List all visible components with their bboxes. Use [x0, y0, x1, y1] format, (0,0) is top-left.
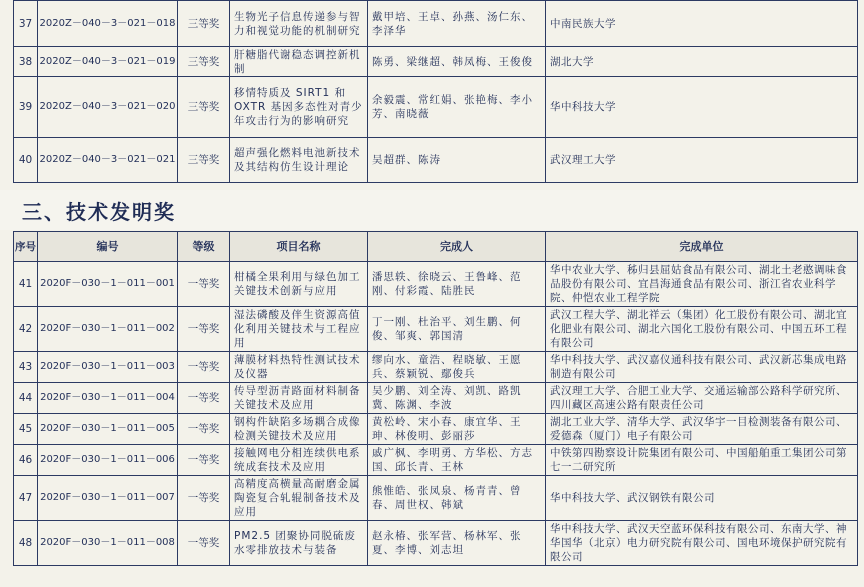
cell-people: 吴超群、陈涛	[368, 138, 546, 183]
table-row	[14, 352, 858, 383]
cell-units: 中南民族大学	[546, 1, 858, 47]
cell-no: 42	[14, 307, 38, 352]
cell-name: 湿法磷酸及伴生资源高值化利用关键技术与工程应用	[230, 307, 368, 352]
cell-grade: 一等奖	[178, 414, 230, 445]
header-units: 完成单位	[546, 232, 858, 262]
cell-no: 48	[14, 521, 38, 566]
cell-no: 47	[14, 476, 38, 521]
cell-no: 41	[14, 262, 38, 307]
table-row	[14, 77, 858, 138]
cell-name: 生物光子信息传递参与智力和视觉功能的机制研究	[230, 1, 368, 47]
cell-name: 高精度高横量高耐磨金属陶瓷复合轧辊制备技术及应用	[230, 476, 368, 521]
cell-grade: 一等奖	[178, 352, 230, 383]
cell-grade: 一等奖	[178, 383, 230, 414]
cell-no: 38	[14, 47, 38, 77]
cell-code: 2020F－030－1－011－006	[38, 445, 178, 476]
table-row	[14, 138, 858, 183]
cell-people: 熊惟皓、张凤泉、杨青青、曾春、周世权、韩斌	[368, 476, 546, 521]
header-people: 完成人	[368, 232, 546, 262]
cell-code: 2020Z－040－3－021－020	[38, 77, 178, 138]
cell-name: 肝糖脂代谢稳态调控新机制	[230, 47, 368, 77]
cell-no: 40	[14, 138, 38, 183]
cell-people: 戚广枫、李明勇、方华松、方志国、邱长青、王林	[368, 445, 546, 476]
cell-people: 余毅震、常红娟、张艳梅、李小芳、南晓薇	[368, 77, 546, 138]
cell-code: 2020F－030－1－011－008	[38, 521, 178, 566]
cell-people: 丁一刚、杜治平、刘生鹏、何俊、邹爽、郭国清	[368, 307, 546, 352]
cell-code: 2020Z－040－3－021－021	[38, 138, 178, 183]
cell-grade: 三等奖	[178, 138, 230, 183]
cell-name: 薄膜材料热特性测试技术及仪器	[230, 352, 368, 383]
cell-grade: 一等奖	[178, 445, 230, 476]
cell-code: 2020F－030－1－011－003	[38, 352, 178, 383]
cell-units: 华中科技大学、武汉嘉仪通科技有限公司、武汉新芯集成电路制造有限公司	[546, 352, 858, 383]
cell-code: 2020Z－040－3－021－019	[38, 47, 178, 77]
cell-no: 37	[14, 1, 38, 47]
table-row	[14, 383, 858, 414]
cell-no: 39	[14, 77, 38, 138]
cell-units: 湖北工业大学、清华大学、武汉华宇一目检测装备有限公司、爱德森（厦门）电子有限公司	[546, 414, 858, 445]
cell-code: 2020F－030－1－011－004	[38, 383, 178, 414]
cell-code: 2020F－030－1－011－001	[38, 262, 178, 307]
table-row	[14, 262, 858, 307]
cell-grade: 一等奖	[178, 476, 230, 521]
cell-units: 华中科技大学	[546, 77, 858, 138]
cell-grade: 一等奖	[178, 262, 230, 307]
cell-units: 华中科技大学、武汉天空蓝环保科技有限公司、东南大学、神华国华（北京）电力研究院有限公司、国电环境保护研究院有限公司	[546, 521, 858, 566]
award-table-technical-invention	[13, 231, 858, 566]
cell-code: 2020F－030－1－011－002	[38, 307, 178, 352]
cell-people: 陈勇、梁继超、韩凤梅、王俊俊	[368, 47, 546, 77]
cell-units: 华中农业大学、秭归县屈姑食品有限公司、湖北土老憨调味食品股份有限公司、宜昌海通食品有限公司、浙江省农业科学院、仲恺农业工程学院	[546, 262, 858, 307]
table-row	[14, 414, 858, 445]
cell-code: 2020F－030－1－011－005	[38, 414, 178, 445]
award-table-natural-science	[13, 0, 858, 183]
header-grade: 等级	[178, 232, 230, 262]
cell-name: 柑橘全果利用与绿色加工关键技术创新与应用	[230, 262, 368, 307]
cell-grade: 三等奖	[178, 47, 230, 77]
table-row	[14, 476, 858, 521]
cell-name: PM2.5 团聚协同脱硫废水零排放技术与装备	[230, 521, 368, 566]
cell-people: 潘思轶、徐晓云、王鲁峰、范刚、付彩霞、陆胜民	[368, 262, 546, 307]
cell-code: 2020Z－040－3－021－018	[38, 1, 178, 47]
table-row	[14, 521, 858, 566]
section-title: 三、技术发明奖	[22, 200, 176, 224]
cell-no: 46	[14, 445, 38, 476]
cell-grade: 三等奖	[178, 77, 230, 138]
cell-name: 接触网电分相连续供电系统成套技术及应用	[230, 445, 368, 476]
cell-units: 武汉工程大学、湖北祥云（集团）化工股份有限公司、湖北宜化肥业有限公司、湖北六国化工股份有限公司、中国五环工程有限公司	[546, 307, 858, 352]
cell-no: 45	[14, 414, 38, 445]
cell-no: 43	[14, 352, 38, 383]
cell-units: 武汉理工大学	[546, 138, 858, 183]
table-row	[14, 1, 858, 47]
header-name: 项目名称	[230, 232, 368, 262]
cell-units: 武汉理工大学、合肥工业大学、交通运输部公路科学研究所、四川藏区高速公路有限责任公司	[546, 383, 858, 414]
header-no: 序号	[14, 232, 38, 262]
table-row	[14, 47, 858, 77]
cell-name: 传导型沥青路面材料制备关键技术及应用	[230, 383, 368, 414]
cell-grade: 一等奖	[178, 307, 230, 352]
cell-grade: 一等奖	[178, 521, 230, 566]
cell-people: 戴甲培、王卓、孙燕、汤仁东、李泽华	[368, 1, 546, 47]
cell-no: 44	[14, 383, 38, 414]
cell-grade: 三等奖	[178, 1, 230, 47]
header-code: 编号	[38, 232, 178, 262]
table-row	[14, 445, 858, 476]
cell-units: 中铁第四勘察设计院集团有限公司、中国船舶重工集团公司第七一二研究所	[546, 445, 858, 476]
cell-units: 湖北大学	[546, 47, 858, 77]
cell-name: 超声强化燃料电池新技术及其结构仿生设计理论	[230, 138, 368, 183]
cell-people: 吴少鹏、刘全涛、刘凯、路凯冀、陈渊、李波	[368, 383, 546, 414]
cell-units: 华中科技大学、武汉钢铁有限公司	[546, 476, 858, 521]
table-row	[14, 307, 858, 352]
cell-name: 移情特质及 SIRT1 和 OXTR 基因多态性对青少年攻击行为的影响研究	[230, 77, 368, 138]
cell-people: 缪向水、童浩、程晓敏、王愿兵、蔡颖锐、鄢俊兵	[368, 352, 546, 383]
cell-name: 钢构件缺陷多场耦合成像检测关键技术及应用	[230, 414, 368, 445]
table-header-row	[14, 232, 858, 262]
cell-people: 赵永椿、张军营、杨林军、张夏、李博、刘志坦	[368, 521, 546, 566]
cell-people: 黄松岭、宋小春、康宜华、王珅、林俊明、彭丽莎	[368, 414, 546, 445]
cell-code: 2020F－030－1－011－007	[38, 476, 178, 521]
